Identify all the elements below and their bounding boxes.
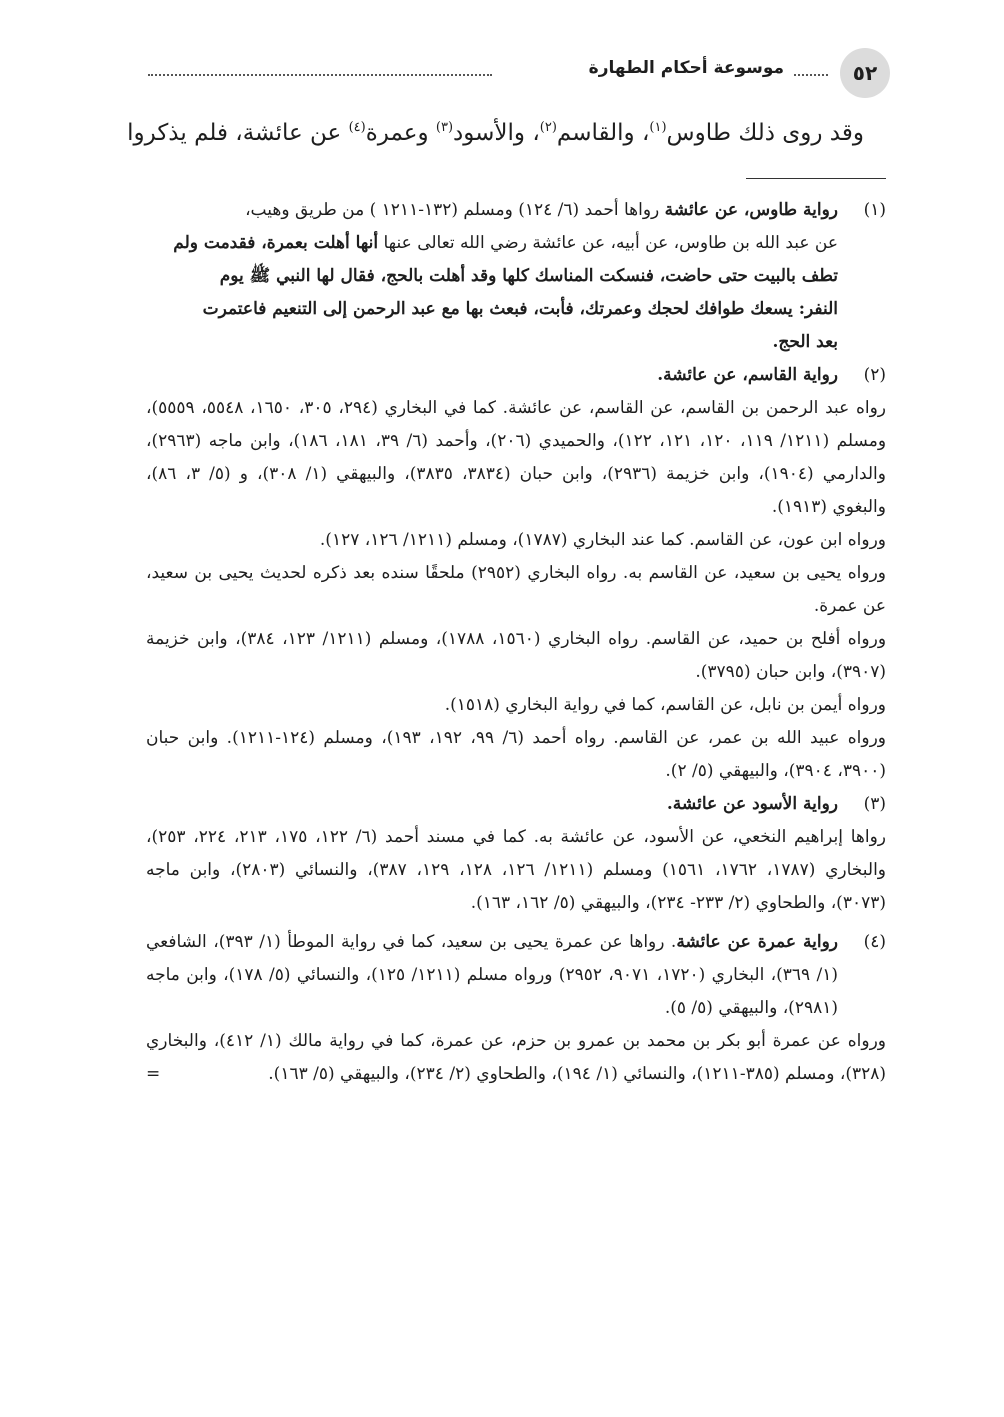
footnote-paragraph: ورواه أفلح بن حميد، عن القاسم. رواه البخاري (١٥٦٠، ١٧٨٨)، ومسلم (١٢١١/ ١٢٣، ٣٨٤)، وابن خزيمة (٣٩٠٧)، وابن حبان (٣٧٩٥). [146, 629, 887, 682]
footnotes [146, 194, 886, 1091]
footnote-ref-4: (٤) [348, 120, 366, 135]
footnote-quote: تطف بالبيت حتى حاضت، فنسكت المناسك كلها وقد أهلت بالحج، فقال لها النبي ﷺ يوم [219, 266, 838, 286]
main-text-segment: وقد روى ذلك طاوس [666, 120, 864, 146]
footnote-heading: رواية طاوس، عن عائشة [664, 200, 838, 220]
footnote-4 [146, 926, 886, 1025]
footnote-heading: رواية القاسم، عن عائشة. [657, 365, 838, 385]
footnote-ref-1: (١) [649, 120, 667, 135]
footnote-text: عن عبد الله بن طاوس، عن أبيه، عن عائشة رضي الله تعالى عنها [378, 233, 838, 253]
main-text-segment: وعمرة [365, 120, 429, 146]
footnote-paragraph: رواه عبد الرحمن بن القاسم، عن القاسم، عن عائشة. كما في البخاري (٢٩٤، ٣٠٥، ١٦٥٠، ٥٥٤٨، ٥٥٥٩)، ومسلم (١٢١١/ ١١٩، ١٢٠، ١٢١، ١٢٢)، والحميدي (٢٠٦)، وأحمد (٦/ ٣٩، ١٨١، ١٨٦)، وابن ماجه (٢٩٦٣)، والدارمي (١٩٠٤)، وابن خزيمة (٢٩٣٦)، وابن حبان (٣٨٣٤، ٣٨٣٥)، والبيهقي (١/ ٣٠٨)، و (٥/ ٣، ٨٦)، والبغوي (١٩١٣). [146, 398, 887, 517]
footnote-4-body [146, 1025, 886, 1091]
page-header [148, 44, 890, 100]
footnote-text: رواها أحمد (٦/ ١٢٤) ومسلم (١٣٢-١٢١١ ) من طريق وهيب، [245, 200, 665, 220]
footnote-paragraph: رواها إبراهيم النخعي، عن الأسود، عن عائشة به. كما في مسند أحمد (٦/ ١٢٢، ١٧٥، ٢١٣، ٢٢٤، ٢٥٣)، والبخاري (١٧٨٧، ١٧٦٢، ١٥٦١) ومسلم (١٢١١/ ١٢٦، ١٢٨، ١٢٩، ٣٨٧)، والنسائي (٢٨٠٣)، وابن ماجه (٣٠٧٣)، والطحاوي (٢/ ٢٣٣- ٢٣٤)، والبيهقي (٥/ ١٦٢، ١٦٣). [146, 827, 887, 913]
footnote-paragraph: ورواه يحيى بن سعيد، عن القاسم به. رواه البخاري (٢٩٥٢) ملحقًا سنده بعد ذكره لحديث يحيى بن سعيد، عن عمرة. [146, 563, 887, 616]
header-dotted-rule-right [794, 74, 828, 76]
footnote-heading: رواية عمرة عن عائشة [676, 932, 838, 952]
footnote-paragraph: ورواه أيمن بن نابل، عن القاسم، كما في رواية البخاري (١٥١٨). [444, 695, 886, 715]
header-dotted-rule-left [148, 74, 492, 76]
footnote-marker: (٣) [863, 794, 886, 814]
footnote-2-body [146, 392, 886, 788]
footnote-paragraph: ورواه عبيد الله بن عمر، عن القاسم. رواه أحمد (٦/ ٩٩، ١٩٢، ١٩٣)، ومسلم (١٢٤-١٢١١). وابن حبان (٣٩٠٠، ٣٩٠٤)، والبيهقي (٥/ ٢). [146, 728, 886, 781]
main-text [127, 110, 864, 156]
running-title: موسوعة أحكام الطهارة [588, 58, 784, 78]
footnote-ref-2: (٢) [539, 120, 557, 135]
continuation-mark: = [146, 1064, 161, 1084]
footnote-paragraph: ورواه عن عمرة أبو بكر بن محمد بن عمرو بن حزم، عن عمرة، كما في رواية مالك (١/ ٤١٢)، والبخاري (٣٢٨)، ومسلم (٣٨٥-١٢١١)، والنسائي (١/ ١٩٤)، والطحاوي (٢/ ٢٣٤)، والبيهقي (٥/ ١٦٣). [146, 1031, 886, 1084]
footnote-marker: (٤) [863, 932, 886, 952]
footnote-quote: بعد الحج. [772, 332, 838, 352]
footnote-quote: النفر: يسعك طوافك لحجك وعمرتك، فأبت، فبعث بها مع عبد الرحمن إلى التنعيم فاعتمرت [202, 299, 838, 319]
footnote-marker: (١) [863, 200, 886, 220]
footnote-ref-3: (٣) [435, 120, 454, 135]
footnote-marker: (٢) [863, 365, 886, 385]
footnote-quote: أنها أهلت بعمرة، فقدمت ولم [173, 233, 379, 253]
footnote-paragraph: ورواه ابن عون، عن القاسم. كما عند البخاري (١٧٨٧)، ومسلم (١٢١١/ ١٢٦، ١٢٧). [319, 530, 886, 550]
footnote-2 [146, 359, 886, 392]
footnote-heading: رواية الأسود عن عائشة. [666, 794, 838, 814]
main-text-segment: عن عائشة، فلم يذكروا [127, 120, 349, 146]
main-text-segment: ، والأسود [453, 120, 540, 146]
main-text-segment: ، والقاسم [556, 120, 650, 146]
footnote-3-body [146, 821, 886, 920]
footnote-divider [746, 178, 886, 179]
footnote-paragraph [146, 194, 838, 359]
footnote-3 [146, 788, 886, 821]
footnote-paragraph [146, 926, 838, 1025]
footnote-text: . رواها عن عمرة يحيى بن سعيد، كما في رواية الموطأ (١/ ٣٩٣)، الشافعي (١/ ٣٦٩)، البخاري (١٧٢٠، ٩٠٧١، ٢٩٥٢) ورواه مسلم (١٢١١/ ١٢٥)، والنسائي (٥/ ١٧٨)، وابن ماجه (٢٩٨١)، والبيهقي (٥/ ٥). [146, 932, 838, 1018]
page-number-badge: ٥٢ [840, 48, 890, 98]
footnote-1 [146, 194, 886, 359]
